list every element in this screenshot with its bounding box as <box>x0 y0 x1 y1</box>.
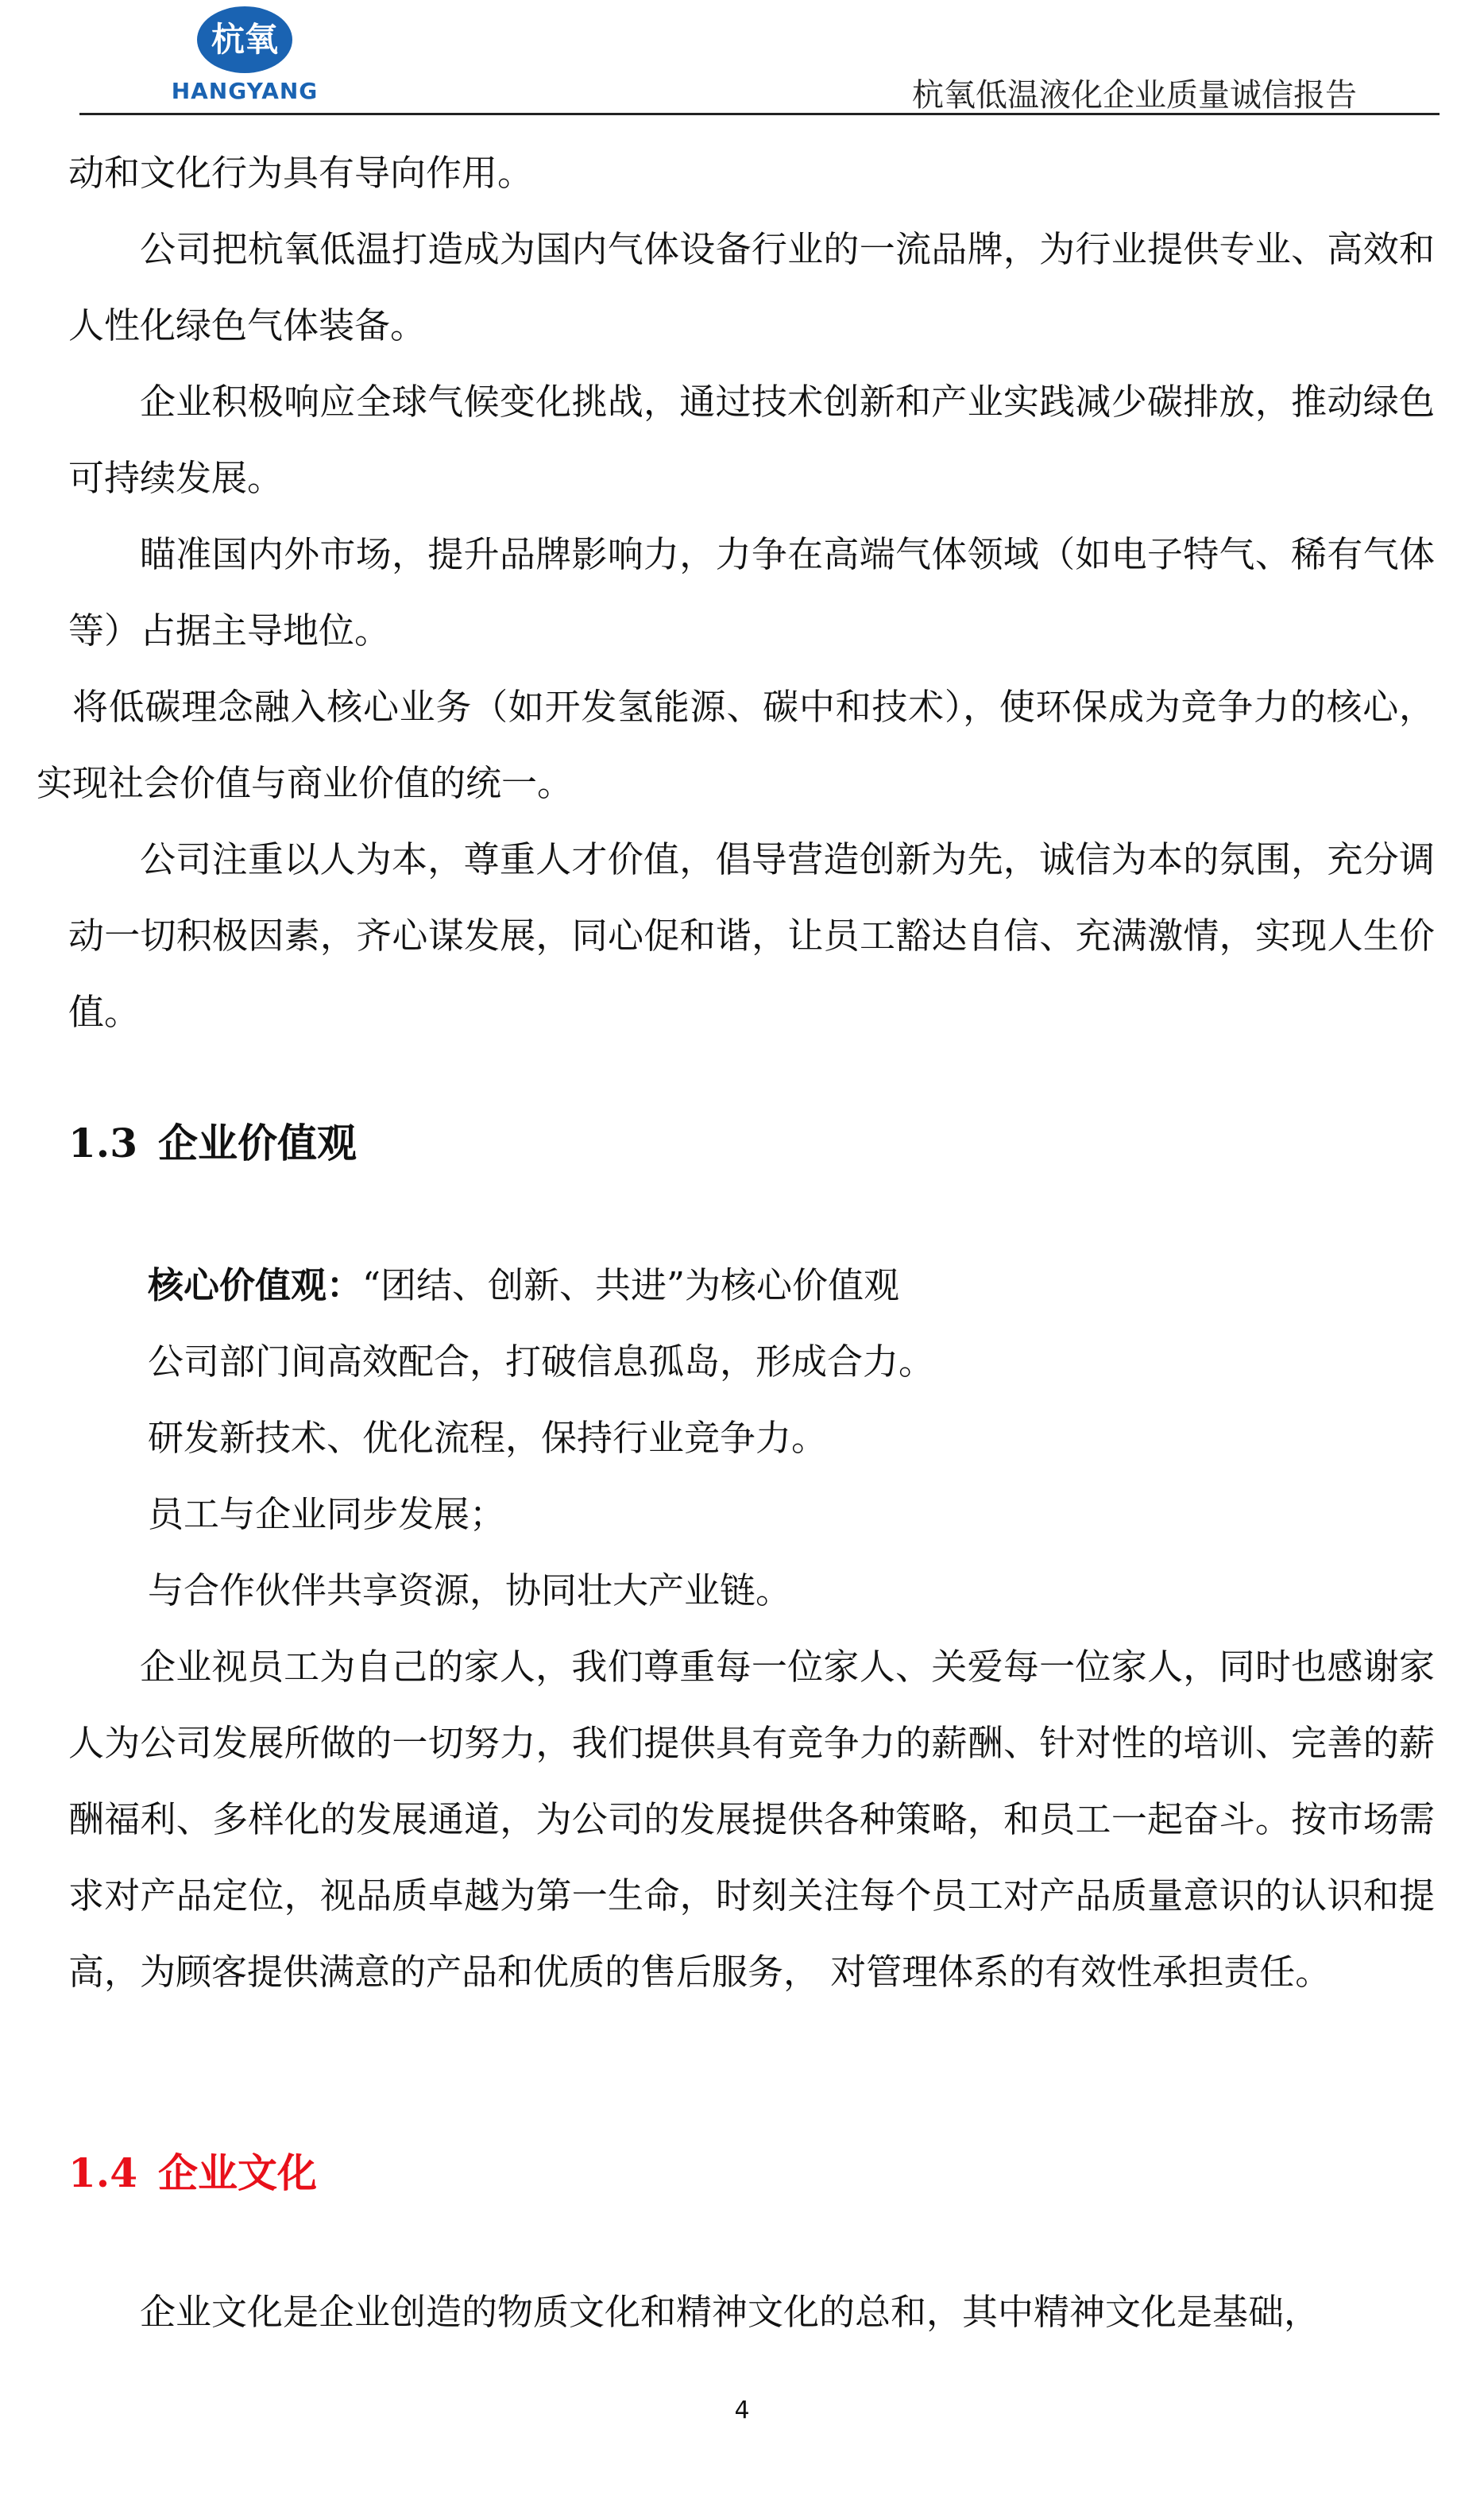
paragraph-people: 公司注重以人为本，尊重人才价值，倡导营造创新为先，诚信为本的氛围，充分调动一切积极因素，齐心谋发展，同心促和谐，让员工豁达自信、充满激情，实现人生价值。 <box>68 838 1435 1033</box>
paragraph-market: 瞄准国内外市场，提升品牌影响力，力争在高端气体领域（如电子特气、稀有气体等）占据主导地位。 <box>68 533 1435 652</box>
core-values-text: “团结、创新、共进”为核心价值观 <box>362 1264 900 1306</box>
page-number: 4 <box>734 2397 750 2424</box>
value-line-cooperation: 公司部门间高效配合，打破信息孤岛，形成合力。 <box>148 1340 935 1383</box>
paragraph-continuation: 动和文化行为具有导向作用。 <box>68 152 534 194</box>
section-number: 1.4 <box>68 2149 137 2196</box>
header-divider <box>79 113 1440 115</box>
section-heading-1-4 <box>68 2145 317 2201</box>
logo-wordmark: HANGYANG <box>171 78 319 104</box>
value-line-growth: 员工与企业同步发展； <box>148 1493 506 1535</box>
paragraph-climate: 企业积极响应全球气候变化挑战，通过技术创新和产业实践减少碳排放，推动绿色可持续发展。 <box>68 381 1435 499</box>
value-line-partners: 与合作伙伴共享资源，协同壮大产业链。 <box>148 1569 792 1611</box>
paragraph-employees: 企业视员工为自己的家人，我们尊重每一位家人、关爱每一位家人，同时也感谢家人为公司发展所做的一切努力，我们提供具有竞争力的薪酬、针对性的培训、完善的薪酬福利、多样化的发展通道，为公司的发展提供各种策略，和员工一起奋斗。按市场需求对产品定位，视品质卓越为第一生命，时刻关注每个员工对产品质量意识的认识和提高，为顾客提供满意的产品和优质的售后服务， 对管理体系的有效性承担责任。 <box>68 1646 1435 1993</box>
section-title: 企业文化 <box>158 2149 317 2196</box>
value-line-innovation: 研发新技术、优化流程，保持行业竞争力。 <box>148 1417 828 1459</box>
paragraph-low-carbon: 将低碳理念融入核心业务（如开发氢能源、碳中和技术），使环保成为竞争力的核心，实现社会价值与商业价值的统一。 <box>37 686 1435 804</box>
section-heading-1-3 <box>68 1116 357 1171</box>
section-title: 企业价值观 <box>158 1120 357 1166</box>
report-header-title: 杭氧低温液化企业质量诚信报告 <box>912 77 1357 114</box>
logo-emblem: 杭氧 <box>197 6 292 73</box>
core-values-line <box>148 1248 899 1324</box>
paragraph-culture: 企业文化是企业创造的物质文化和精神文化的总和，其中精神文化是基础， <box>140 2291 1320 2333</box>
paragraph-brand: 公司把杭氧低温打造成为国内气体设备行业的一流品牌，为行业提供专业、高效和人性化绿色气体装备。 <box>68 228 1435 346</box>
section-number: 1.3 <box>68 1120 137 1166</box>
core-values-label: 核心价值观： <box>148 1264 363 1306</box>
hangyang-logo <box>165 6 324 105</box>
